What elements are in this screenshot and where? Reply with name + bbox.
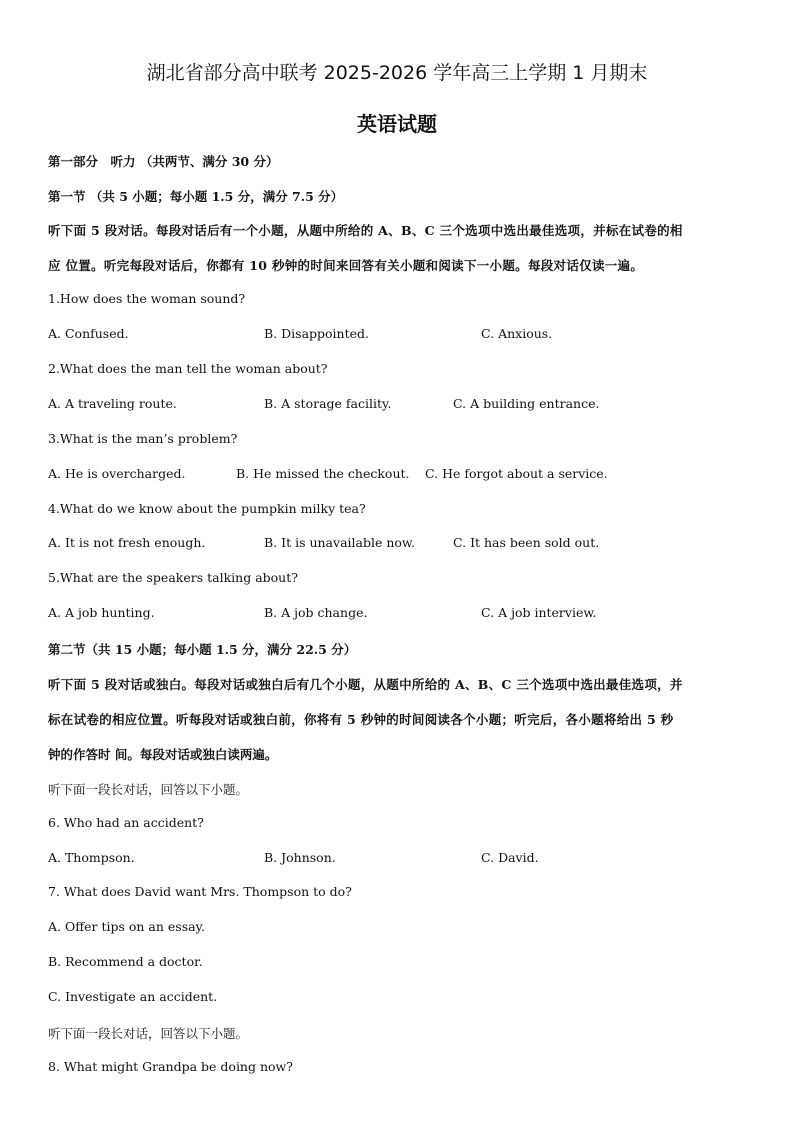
q6-option-a: A. Thompson. — [48, 850, 135, 865]
section1-instruction-line2: 应 位置。听完每段对话后，你都有 10 秒钟的时间来回答有关小题和阅读下一小题。每段对话仅读一遍。 — [48, 258, 644, 273]
q7-option-c: C. Investigate an accident. — [48, 989, 218, 1004]
question-4: 4.What do we know about the pumpkin milky tea? — [48, 501, 366, 516]
long-dialog-prompt-2: 听下面一段长对话，回答以下小题。 — [48, 1026, 249, 1041]
section2-header: 第二节（共 15 小题；每小题 1.5 分，满分 22.5 分） — [48, 642, 357, 657]
question-3: 3.What is the man’s problem? — [48, 431, 238, 446]
section2-instruction-line2: 标在试卷的相应位置。听每段对话或独白前，你将有 5 秒钟的时间阅读各个小题；听完后，各小题将给出 5 秒 — [48, 712, 674, 727]
part1-header: 第一部分 听力 （共两节、满分 30 分） — [48, 154, 279, 169]
section2-instruction-line3: 钟的作答时 间。每段对话或独白读两遍。 — [48, 747, 278, 762]
q6-option-b: B. Johnson. — [264, 850, 336, 865]
q7-option-a: A. Offer tips on an essay. — [48, 919, 205, 934]
q6-option-c: C. David. — [481, 850, 539, 865]
exam-title: 湖北省部分高中联考 2025-2026 学年高三上学期 1 月期末 — [146, 62, 648, 84]
question-1: 1.How does the woman sound? — [48, 291, 246, 306]
question-5: 5.What are the speakers talking about? — [48, 570, 298, 585]
q1-option-b: B. Disappointed. — [264, 326, 369, 341]
q2-option-a: A. A traveling route. — [48, 396, 177, 411]
q1-option-c: C. Anxious. — [481, 326, 553, 341]
q5-option-b: B. A job change. — [264, 605, 368, 620]
section1-instruction-line1: 听下面 5 段对话。每段对话后有一个小题，从题中所给的 A、B、C 三个选项中选出最佳选项，并标在试卷的相 — [48, 223, 683, 238]
q3-option-b: B. He missed the checkout. — [236, 466, 410, 481]
q1-option-a: A. Confused. — [48, 326, 129, 341]
long-dialog-prompt-1: 听下面一段长对话，回答以下小题。 — [48, 782, 249, 797]
q5-option-a: A. A job hunting. — [48, 605, 155, 620]
q4-option-a: A. It is not fresh enough. — [48, 535, 206, 550]
section2-instruction-line1: 听下面 5 段对话或独白。每段对话或独白后有几个小题，从题中所给的 A、B、C 三个选项中选出最佳选项，并 — [48, 677, 683, 692]
question-2: 2.What does the man tell the woman about? — [48, 361, 328, 376]
question-6: 6. Who had an accident? — [48, 815, 204, 830]
q2-option-b: B. A storage facility. — [264, 396, 392, 411]
q3-option-a: A. He is overcharged. — [48, 466, 186, 481]
q5-option-c: C. A job interview. — [481, 605, 597, 620]
exam-subtitle: 英语试题 — [357, 112, 437, 136]
q2-option-c: C. A building entrance. — [453, 396, 600, 411]
question-8: 8. What might Grandpa be doing now? — [48, 1059, 293, 1074]
q7-option-b: B. Recommend a doctor. — [48, 954, 203, 969]
question-7: 7. What does David want Mrs. Thompson to do? — [48, 884, 352, 899]
q4-option-b: B. It is unavailable now. — [264, 535, 416, 550]
section1-header: 第一节 （共 5 小题；每小题 1.5 分，满分 7.5 分） — [48, 189, 344, 204]
q3-option-c: C. He forgot about a service. — [425, 466, 608, 481]
q4-option-c: C. It has been sold out. — [453, 535, 600, 550]
